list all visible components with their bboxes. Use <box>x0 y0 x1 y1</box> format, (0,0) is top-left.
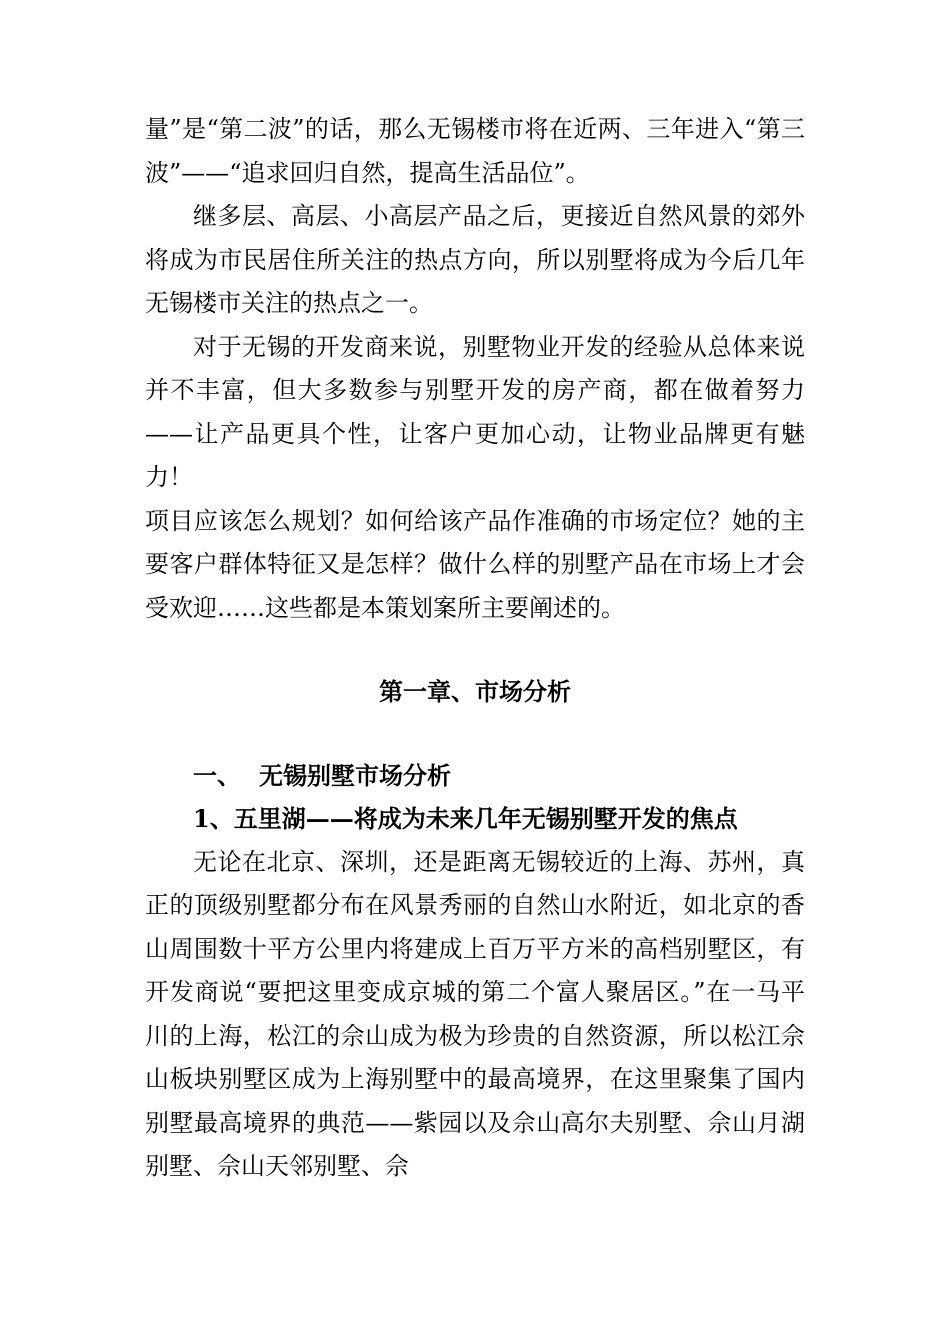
chapter-title: 第一章、市场分析 <box>379 677 571 706</box>
paragraph-questions: 项目应该怎么规划？如何给该产品作准确的市场定位？她的主要客户群体特征又是怎样？做什么样的别墅产品在市场上才会受欢迎……这些都是本策划案所主要阐述的。 <box>145 506 805 622</box>
section-number: 一、 <box>193 760 241 790</box>
section-title: 无锡别墅市场分析 <box>259 760 451 790</box>
section-heading <box>145 754 805 798</box>
paragraph-villa-locations: 无论在北京、深圳，还是距离无锡较近的上海、苏州，真正的顶级别墅都分布在风景秀丽的自然山水附近，如北京的香山周围数十平方公里内将建成上百万平方米的高档别墅区，有开发商说“要把这里变成京城的第二个富人聚居区。”在一马平川的上海，松江的佘山成为极为珍贵的自然资源，所以松江佘山板块别墅区成为上海别墅中的最高境界，在这里聚集了国内别墅最高境界的典范——紫园以及佘山高尔夫别墅、佘山月湖别墅、佘山天邻别墅、佘 <box>145 847 805 1180</box>
paragraph-continuation: 量”是“第二波”的话，那么无锡楼市将在近两、三年进入“第三波”——“追求回归自然，提高生活品位”。 <box>145 115 805 187</box>
document-page <box>145 108 805 1189</box>
paragraph-suburb-trend: 继多层、高层、小高层产品之后，更接近自然风景的郊外将成为市民居住所关注的热点方向，所以别墅将成为今后几年无锡楼市关注的热点之一。 <box>145 202 805 317</box>
paragraph-developers: 对于无锡的开发商来说，别墅物业开发的经验从总体来说并不丰富，但大多数参与别墅开发的房产商，都在做着努力——让产品更具个性，让客户更加心动，让物业品牌更有魅力！ <box>145 332 805 491</box>
subsection-heading: 1、五里湖——将成为未来几年无锡别墅开发的焦点 <box>193 804 738 833</box>
